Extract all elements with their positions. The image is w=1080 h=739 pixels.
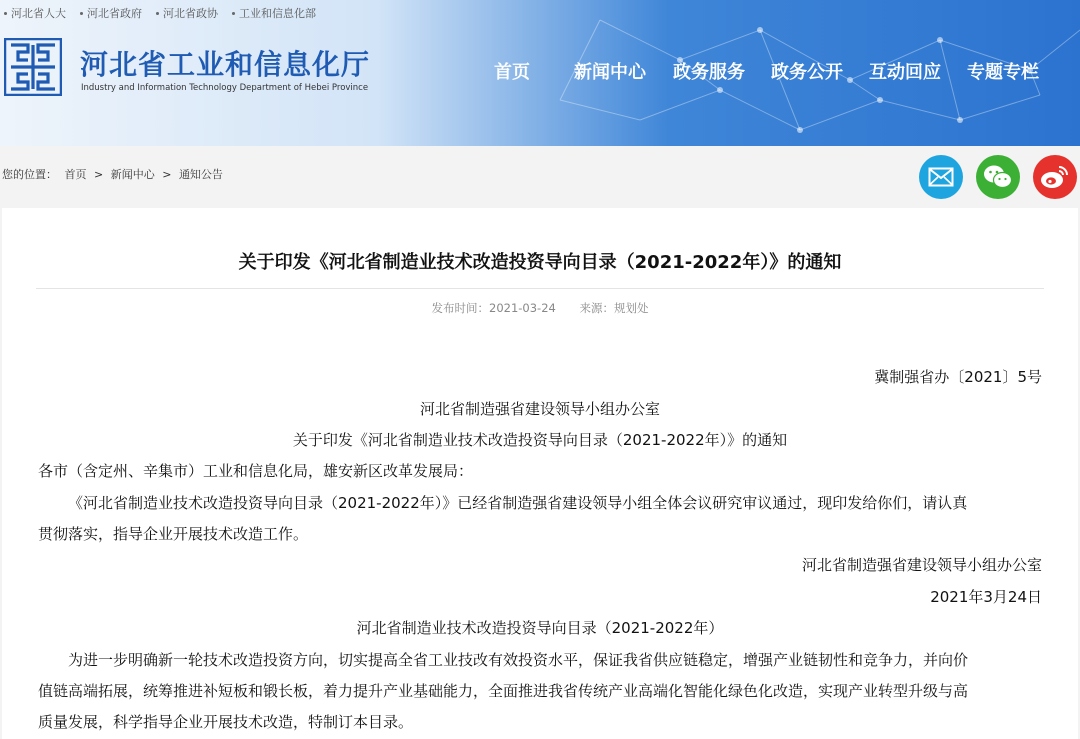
bullet-icon	[80, 12, 83, 15]
breadcrumb-separator: >	[162, 168, 172, 181]
top-links	[0, 4, 326, 22]
breadcrumb-bar	[0, 146, 1080, 208]
toplink-government[interactable]	[76, 5, 152, 21]
article-meta	[2, 300, 1078, 316]
notice-title: 关于印发《河北省制造业技术改造投资导向目录（2021-2022年）》的通知	[292, 431, 788, 449]
site-header	[0, 0, 1080, 146]
paragraph-1-line-2: 贯彻落实，指导企业开展技术改造工作。	[38, 525, 309, 543]
toplink-label: 河北省人大	[11, 7, 66, 20]
site-title[interactable]: 河北省工业和信息化厅	[80, 48, 371, 81]
toplink-label: 河北省政协	[163, 7, 218, 20]
toplink-npc[interactable]	[0, 5, 76, 21]
catalog-title: 河北省制造业技术改造投资导向目录（2021-2022年）	[356, 619, 724, 637]
nav-news-center[interactable]: 新闻中心	[574, 62, 646, 83]
share-mail-button[interactable]	[919, 155, 963, 199]
toplink-label: 河北省政府	[87, 7, 142, 20]
bullet-icon	[156, 12, 159, 15]
toplink-cppcc[interactable]	[152, 5, 228, 21]
wechat-icon	[983, 164, 1013, 190]
paragraph-2-line-2: 值链高端拓展，统筹推进补短板和锻长板，着力提升产业基础能力，全面推进我省传统产业高端化智能化绿色化改造，实现产业转型升级与高	[38, 682, 969, 700]
share-weibo-button[interactable]	[1033, 155, 1077, 199]
nav-special-topics[interactable]: 专题专栏	[967, 62, 1039, 83]
publish-time: 发布时间：2021-03-24	[431, 301, 556, 315]
site-subtitle: Industry and Information Technology Department of Hebei Province	[81, 83, 369, 93]
issue-date: 2021年3月24日	[930, 588, 1042, 606]
toplink-miit[interactable]	[228, 5, 326, 21]
bullet-icon	[232, 12, 235, 15]
breadcrumb-news-center[interactable]: 新闻中心	[110, 168, 155, 181]
breadcrumb	[2, 166, 227, 182]
nav-interaction[interactable]: 互动回应	[869, 62, 941, 83]
nav-government-affairs[interactable]: 政务公开	[771, 62, 843, 83]
breadcrumb-notices[interactable]: 通知公告	[178, 168, 223, 181]
doc-number: 冀制强省办〔2021〕5号	[874, 368, 1042, 386]
issuer-text: 河北省制造强省建设领导小组办公室	[419, 400, 660, 418]
paragraph-2-line-1: 为进一步明确新一轮技术改造投资方向，切实提高全省工业技改有效投资水平，保证我省供应链稳定，增强产业链韧性和竞争力，并向价	[68, 651, 969, 669]
toplink-label: 工业和信息化部	[239, 7, 316, 20]
bullet-icon	[4, 12, 7, 15]
nav-government-services[interactable]: 政务服务	[673, 62, 745, 83]
breadcrumb-home[interactable]: 首页	[64, 168, 87, 181]
mail-icon	[928, 167, 954, 187]
paragraph-1-line-1: 《河北省制造业技术改造投资导向目录（2021-2022年）》已经省制造强省建设领导小组全体会议研究审议通过，现印发给你们，请认真	[68, 494, 968, 512]
article-title: 关于印发《河北省制造业技术改造投资导向目录（2021-2022年）》的通知	[238, 252, 842, 273]
weibo-icon	[1040, 164, 1070, 190]
nav-home[interactable]: 首页	[494, 62, 530, 83]
title-divider	[36, 288, 1044, 289]
issuer	[2, 398, 1078, 419]
main-nav	[0, 58, 1080, 86]
breadcrumb-label: 您的位置：	[2, 168, 57, 181]
breadcrumb-separator: >	[94, 168, 104, 181]
signature: 河北省制造强省建设领导小组办公室	[801, 556, 1042, 574]
share-wechat-button[interactable]	[976, 155, 1020, 199]
article-panel	[2, 208, 1078, 739]
addressee: 各市（含定州、辛集市）工业和信息化局，雄安新区改革发展局：	[38, 462, 474, 480]
paragraph-2-line-3: 质量发展，科学指导企业开展技术改造，特制订本目录。	[38, 713, 414, 731]
article-source: 来源：规划处	[579, 301, 649, 315]
